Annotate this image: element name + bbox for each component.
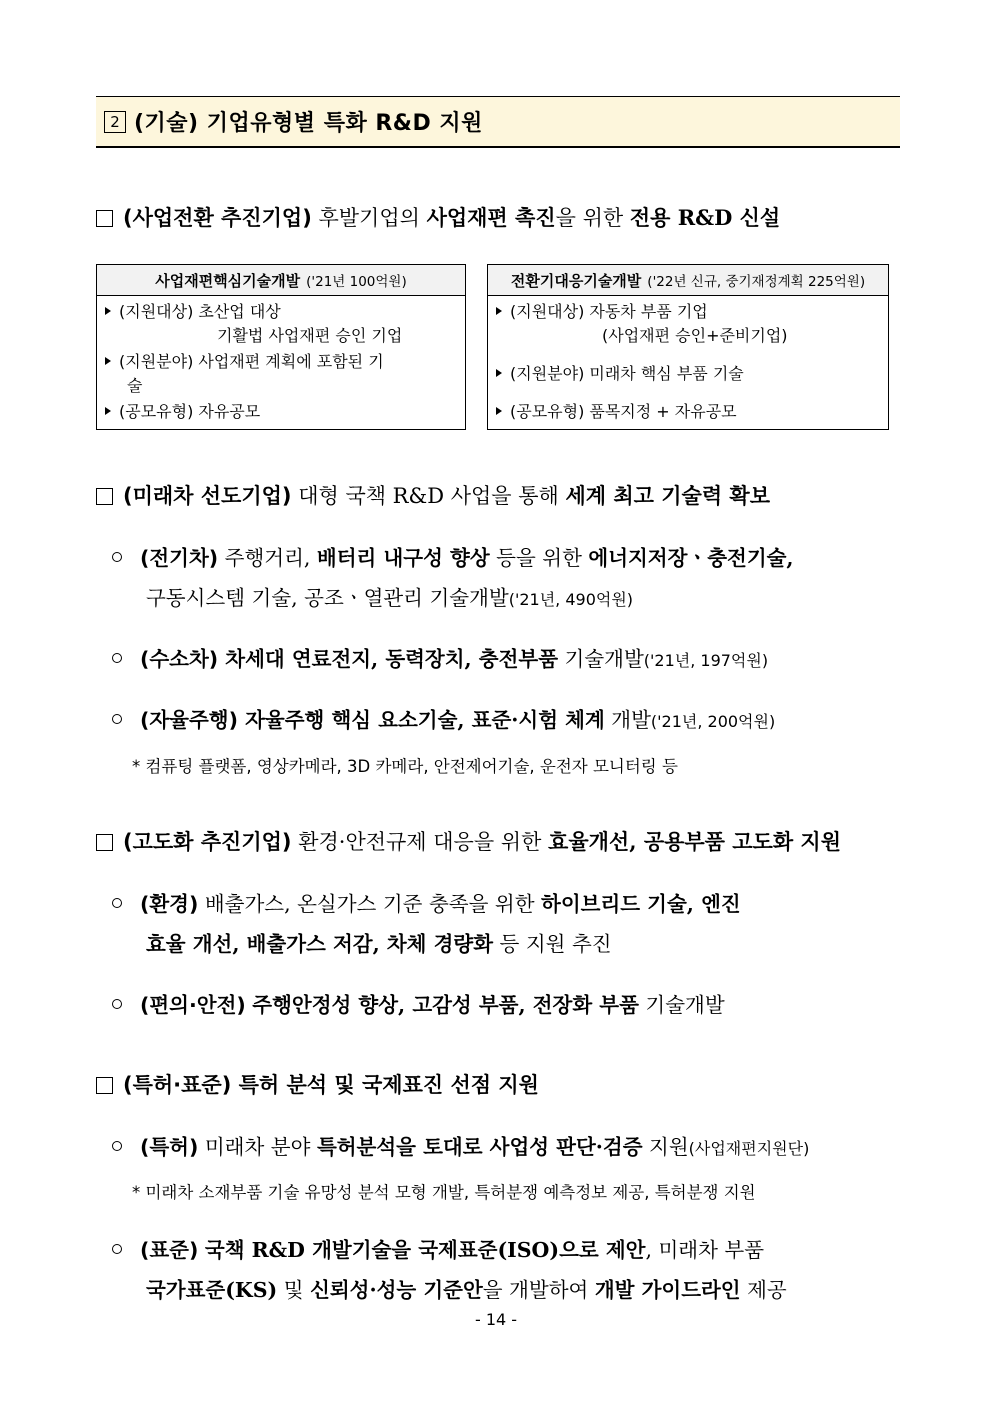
circle-bullet-icon [112,714,122,724]
heading-advancement: (고도화 추진기업) 환경·안전규제 대응을 위한 효율개선, 공용부품 고도화 지원 [96,828,841,856]
table-row: (지원분야) 사업재편 계획에 포함된 기 [105,351,384,373]
footnote: * 컴퓨팅 플랫폼, 영상카메라, 3D 카메라, 안전제어기술, 운전자 모니터링 등 [132,757,678,776]
triangle-bullet-icon [105,357,111,365]
table-row: 기활법 사업재편 승인 기업 [217,326,403,345]
circle-bullet-icon [112,999,122,1009]
table-row: (지원대상) 자동차 부품 기업 [496,301,708,323]
bullet-hydrogen-car: (수소차) 차세대 연료전지, 동력장치, 충전부품 기술개발('21년, 197억원) [112,645,768,675]
section-title: (기술) 기업유형별 특화 R&D 지원 [134,111,483,136]
triangle-bullet-icon [496,307,502,315]
table-row: (지원분야) 미래차 핵심 부품 기술 [496,363,744,385]
bullet-continuation: 국가표준(KS) 및 신뢰성·성능 기준안을 개발하여 개발 가이드라인 제공 [146,1278,787,1302]
footnote: * 미래차 소재부품 기술 유망성 분석 모형 개발, 특허분쟁 예측정보 제공, 특허분쟁 지원 [132,1183,756,1202]
triangle-bullet-icon [105,407,111,415]
table-header: 사업재편핵심기술개발 ('21년 100억원) [97,265,465,296]
bullet-convenience-safety: (편의·안전) 주행안정성 향상, 고감성 부품, 전장화 부품 기술개발 [112,991,725,1019]
bullet-environment: (환경) 배출가스, 온실가스 기준 충족을 위한 하이브리드 기술, 엔진 [112,890,741,918]
table-header: 전환기대응기술개발 ('22년 신규, 중기재정계획 225억원) [488,265,888,296]
bullet-standard: (표준) 국책 R&D 개발기술을 국제표준(ISO)으로 제안, 미래차 부품 [112,1236,764,1264]
section-number: 2 [104,111,126,133]
circle-bullet-icon [112,552,122,562]
table-row: (지원대상) 초산업 대상 [105,301,281,323]
section-header [96,96,900,148]
checkbox-icon [96,210,113,227]
triangle-bullet-icon [496,369,502,377]
page-number: - 14 - [474,1310,518,1329]
bullet-continuation: 효율 개선, 배출가스 저감, 차체 경량화 등 지원 추진 [146,932,612,956]
heading-patent-standard: (특허·표준) 특허 분석 및 국제표진 선점 지원 [96,1071,539,1099]
triangle-bullet-icon [105,307,111,315]
heading-business-conversion: (사업전환 추진기업) 후발기업의 사업재편 촉진을 위한 전용 R&D 신설 [96,204,780,232]
triangle-bullet-icon [496,407,502,415]
circle-bullet-icon [112,1244,122,1254]
program-table-2 [487,264,889,430]
bullet-continuation: 구동시스템 기술, 공조ㆍ열관리 기술개발('21년, 490억원) [146,586,634,610]
bullet-autonomous: (자율주행) 자율주행 핵심 요소기술, 표준·시험 체계 개발('21년, 200억원) [112,706,775,736]
table-row: (공모유형) 자유공모 [105,401,260,423]
program-table-1 [96,264,466,430]
table-row: (사업재편 승인+준비기업) [602,326,788,345]
bullet-patent: (특허) 미래차 분야 특허분석을 토대로 사업성 판단·검증 지원(사업재편지원단) [112,1133,809,1163]
heading-future-car: (미래차 선도기업) 대형 국책 R&D 사업을 통해 세계 최고 기술력 확보 [96,482,770,510]
checkbox-icon [96,1077,113,1094]
table-row: 술 [127,376,143,395]
checkbox-icon [96,488,113,505]
table-row: (공모유형) 품목지정 + 자유공모 [496,401,737,423]
circle-bullet-icon [112,653,122,663]
bullet-electric-car: (전기차) 주행거리, 배터리 내구성 향상 등을 위한 에너지저장ㆍ충전기술, [112,544,794,572]
circle-bullet-icon [112,898,122,908]
checkbox-icon [96,834,113,851]
circle-bullet-icon [112,1141,122,1151]
